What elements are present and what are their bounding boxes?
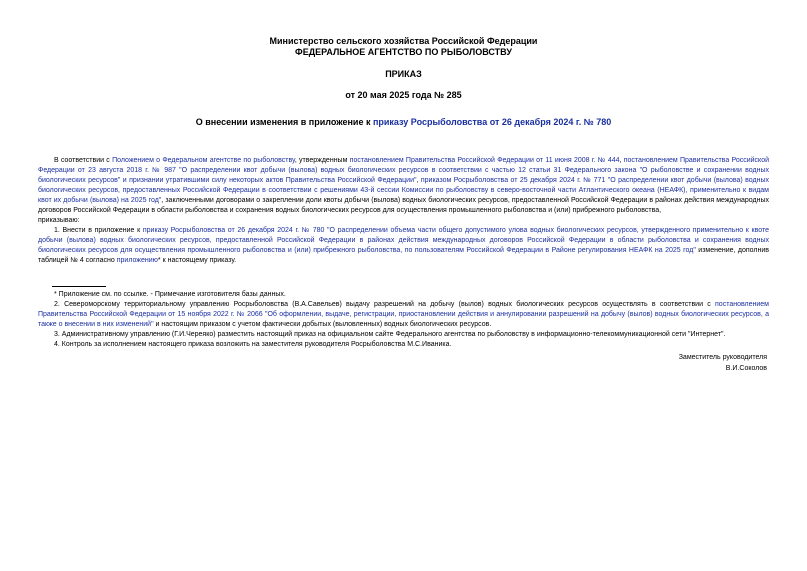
preamble-text: ,: [619, 157, 624, 164]
item-2-paragraph: [38, 300, 769, 330]
signature-position: Заместитель руководителя: [678, 354, 767, 361]
item-2-text: и настоящим приказом с учетом фактически добытых (выловленных) водных биологических ресурсов.: [153, 321, 492, 328]
preamble-paragraph: [38, 156, 769, 216]
decree-987-link[interactable]: постановлением Правительства Российской Федерации от 23 августа 2018 г. № 987 "О распределении квот добычи (вылова) водных биологических ресурсов в соответствии с частью 12 статьи 31 Федерального закона "О рыболовстве и сохранении водных биологических ресурсов" и признании утратившими силу некоторых актов Правительства Российской Федерации": [38, 157, 769, 184]
title-order-link[interactable]: приказу Росрыболовства от 26 декабря 2024 г. № 780: [372, 117, 612, 127]
document-title: [0, 117, 807, 128]
appendix-link[interactable]: приложению: [116, 257, 158, 264]
item-4-paragraph: 4. Контроль за исполнением настоящего приказа возложить на заместителя руководителя Росрыболовства М.С.Иваника.: [54, 341, 452, 348]
signature-name: В.И.Соколов: [725, 365, 767, 372]
item-2-text: 2. Североморскому территориальному управлению Росрыболовства (В.А.Савельев) выдачу разрешений на добычу (вылов) водных биологических ресурсов осуществлять в соответствии с: [54, 301, 716, 308]
regulation-link[interactable]: Положением о Федеральном агентстве по рыболовству: [112, 157, 295, 164]
footnote: * Приложение см. по ссылке. - Примечание изготовителя базы данных.: [54, 291, 286, 298]
preamble-text: , утвержденным: [294, 157, 350, 164]
document-date-number: от 20 мая 2025 года № 285: [345, 90, 462, 100]
preamble-text: ,: [416, 177, 421, 184]
order-word: приказываю:: [38, 217, 80, 224]
decree-2066-link[interactable]: постановлением Правительства Российской Федерации от 15 ноября 2022 г. № 2066 "Об оформлении, выдаче, регистрации, приостановлении действия и аннулировании разрешений на добычу (вылов) водных биологических ресурсов, а также о внесении в них изменений": [38, 301, 769, 328]
item-1-text: изменение, дополнив таблицей № 4 согласно: [38, 247, 770, 264]
order-771-link[interactable]: приказом Росрыболовства от 25 декабря 2024 г. № 771 "О распределении квот добычи (вылова) водных биологических ресурсов, предоставленных Российской Федерации в соответствии с решениями 43-й сессии Комиссии по рыболовству в северо-восточной части Атлантического океана (НЕАФК), применительно к видам квот их добычи (вылова) на 2025 год": [38, 177, 769, 204]
item-1-text: 1. Внести в приложение к: [54, 227, 143, 234]
document-body-continued: [38, 290, 769, 350]
agency-name: ФЕДЕРАЛЬНОЕ АГЕНТСТВО ПО РЫБОЛОВСТВУ: [295, 47, 512, 57]
ministry-name: Министерство сельского хозяйства Российской Федерации: [269, 36, 538, 46]
item-1-text: * к настоящему приказу.: [157, 257, 237, 264]
preamble-text: В соответствии с: [54, 157, 113, 164]
document-body: [38, 156, 769, 266]
item-3-paragraph: 3. Административному управлению (Г.И.Череяко) разместить настоящий приказ на официальном сайте Федерального агентства по рыболовству в информационно-телекоммуникационной сети "Интернет".: [54, 331, 726, 338]
footnote-divider: [52, 286, 106, 287]
order-780-link[interactable]: приказу Росрыболовства от 26 декабря 2024 г. № 780 "О распределении объема части общего допустимого улова водных биологических ресурсов, утвержденного применительно к квоте добычи (вылова) водных биологических ресурсов, предоставленной Российской Федерации в районах действия международных договоров Российской Федерации в области рыболовства и сохранения водных биологических ресурсов для осуществления промышленного рыболовства и (или) прибрежного рыболовства, по пользователям Российской Федерации в Районе регулирования НЕАФК на 2025 год": [38, 227, 770, 254]
title-text: О внесении изменения в приложение к: [195, 117, 373, 127]
decree-444-link[interactable]: постановлением Правительства Российской Федерации от 11 июня 2008 г. № 444: [349, 157, 620, 164]
preamble-text: , заключенными договорами о закреплении доли квоты добычи (вылова) водных биологических ресурсов, предоставленной Российской Федерации в районах действия международных договоров Российской Федерации в области рыболовства и сохранения водных биологических ресурсов для осуществления промышленного рыболовства и (или) прибрежного рыболовства,: [38, 197, 770, 214]
item-1-paragraph: [38, 226, 769, 266]
document-type: ПРИКАЗ: [385, 69, 422, 79]
